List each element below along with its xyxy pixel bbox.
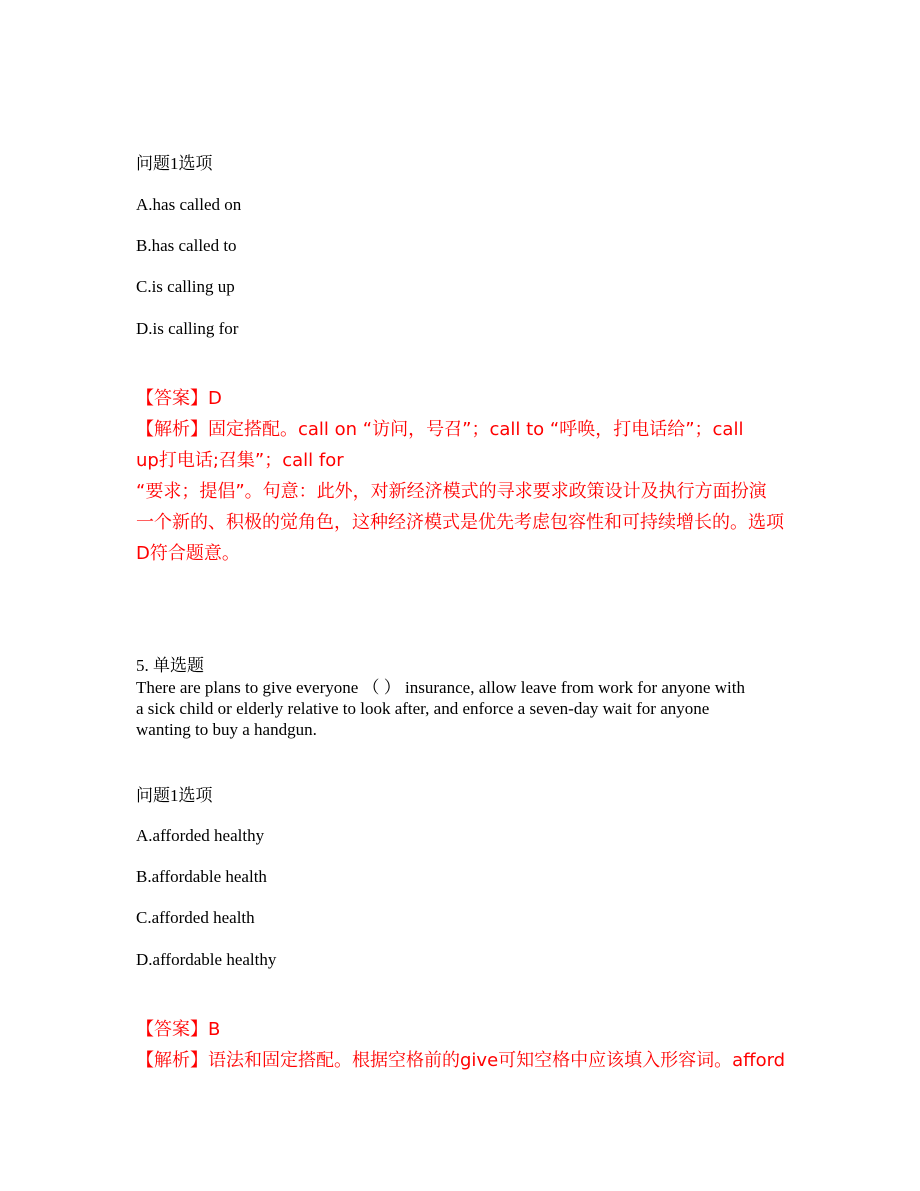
q5-stem-line-3: wanting to buy a handgun. bbox=[136, 720, 317, 739]
q4-options-header: 问题1选项 bbox=[136, 154, 213, 173]
q5-answer bbox=[136, 1015, 220, 1041]
q5-option-a: A.afforded healthy bbox=[136, 826, 265, 845]
q5-option-b: B.affordable health bbox=[136, 867, 267, 886]
q4-answer-value: D bbox=[208, 388, 222, 409]
q4-explanation bbox=[136, 414, 796, 569]
q5-heading bbox=[136, 651, 204, 676]
q5-number: 5. bbox=[136, 656, 149, 675]
q4-option-c: C.is calling up bbox=[136, 277, 235, 296]
q4-option-b: B.has called to bbox=[136, 236, 237, 255]
q5-explanation-label: 【解析】 bbox=[136, 1050, 208, 1071]
q5-option-d: D.affordable healthy bbox=[136, 950, 277, 969]
q4-answer-label: 【答案】 bbox=[136, 388, 208, 409]
q5-stem-line-1: There are plans to give everyone （ ） insurance, allow leave from work for anyone with bbox=[136, 678, 745, 697]
q4-option-d: D.is calling for bbox=[136, 319, 239, 338]
q4-explanation-line-4: 一个新的、积极的觉角色，这种经济模式是优先考虑包容性和可持续增长的。选项 bbox=[136, 512, 784, 533]
q5-answer-value: B bbox=[208, 1019, 221, 1040]
q5-options-header: 问题1选项 bbox=[136, 786, 213, 805]
q4-explanation-line-5: D符合题意。 bbox=[136, 543, 240, 564]
q5-explanation bbox=[136, 1045, 796, 1076]
q5-answer-label: 【答案】 bbox=[136, 1019, 208, 1040]
q4-option-a: A.has called on bbox=[136, 195, 242, 214]
q5-stem bbox=[136, 677, 796, 740]
q5-stem-line-2: a sick child or elderly relative to look after, and enforce a seven-day wait for anyone bbox=[136, 699, 710, 718]
q4-explanation-label: 【解析】 bbox=[136, 419, 208, 440]
q4-answer bbox=[136, 384, 222, 410]
q4-explanation-line-2: up打电话;召集”；call for bbox=[136, 450, 344, 471]
q5-explanation-line-1: 语法和固定搭配。根据空格前的give可知空格中应该填入形容词。afford bbox=[208, 1050, 786, 1071]
q4-explanation-line-3: “要求；提倡”。句意：此外，对新经济模式的寻求要求政策设计及执行方面扮演 bbox=[136, 481, 767, 502]
q5-option-c: C.afforded health bbox=[136, 908, 255, 927]
q4-explanation-line-1: 固定搭配。call on “访问，号召”；call to “呼唤，打电话给”；call bbox=[208, 419, 744, 440]
q5-type: 单选题 bbox=[153, 656, 204, 675]
